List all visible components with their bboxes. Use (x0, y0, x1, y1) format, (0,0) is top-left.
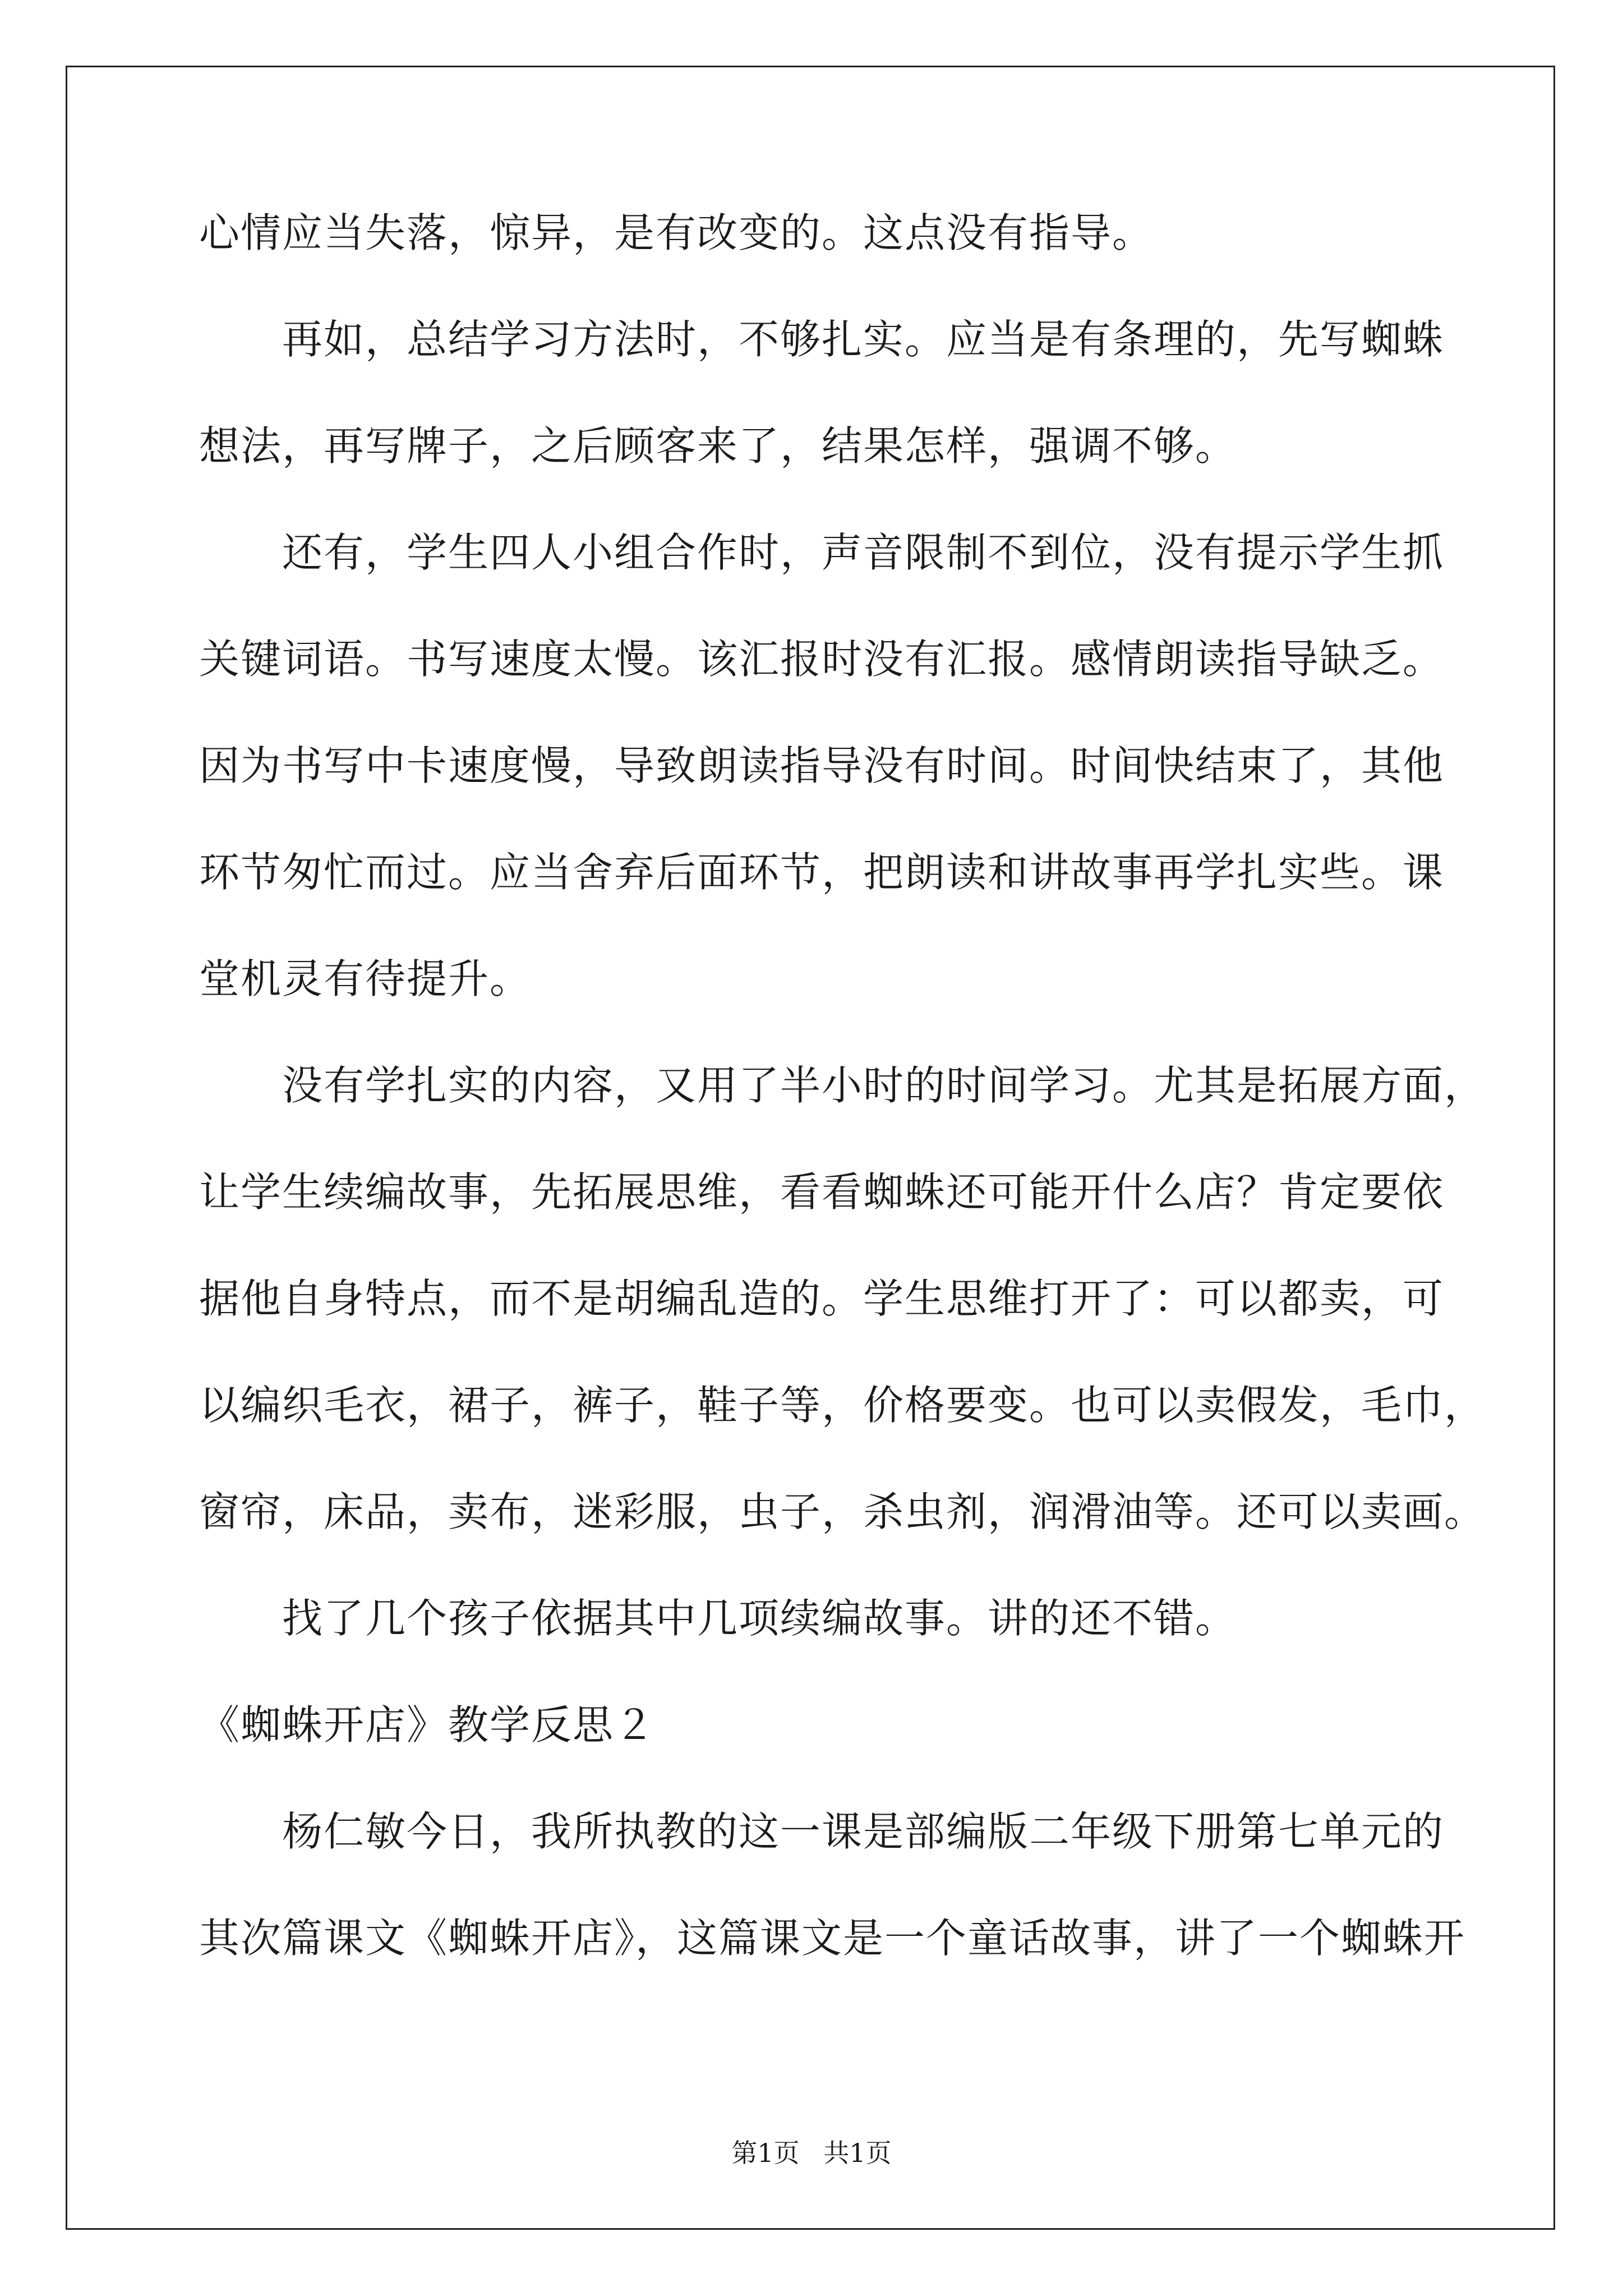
text-line: 心情应当失落，惊异，是有改变的。这点没有指导。 (199, 209, 1154, 256)
text-line: 想法，再写牌子，之后顾客来了，结果怎样，强调不够。 (199, 422, 1237, 470)
text-line: 让学生续编故事，先拓展思维，看看蜘蛛还可能开什么店？肯定要依 (199, 1168, 1445, 1216)
paragraph-line: 杨仁敏今日，我所执教的这一课是部编版二年级下册第七单元的 (282, 1808, 1445, 1855)
text-line: 窗帘，床品，卖布，迷彩服，虫子，杀虫剂，润滑油等。还可以卖画。 (199, 1488, 1486, 1535)
paragraph-line: 没有学扎实的内容，又用了半小时的时间学习。尤其是拓展方面， (282, 1062, 1486, 1109)
text-line: 关键词语。书写速度太慢。该汇报时没有汇报。感情朗读指导缺乏。 (199, 636, 1445, 683)
text-line: 据他自身特点，而不是胡编乱造的。学生思维打开了：可以都卖，可 (199, 1275, 1445, 1322)
paragraph-line: 再如，总结学习方法时，不够扎实。应当是有条理的，先写蜘蛛 (282, 316, 1445, 363)
text-line: 其次篇课文《蜘蛛开店》，这篇课文是一个童话故事，讲了一个蜘蛛开 (199, 1915, 1466, 1962)
page-border (66, 66, 1555, 2230)
text-line: 堂机灵有待提升。 (199, 955, 532, 1002)
page-total: 共1页 (823, 2138, 892, 2168)
text-line: 环节匆忙而过。应当舍弃后面环节，把朗读和讲故事再学扎实些。课 (199, 849, 1445, 896)
text-line: 因为书写中卡速度慢，导致朗读指导没有时间。时间快结束了，其他 (199, 742, 1445, 789)
paragraph-line: 还有，学生四人小组合作时，声音限制不到位，没有提示学生抓 (282, 529, 1445, 576)
section-title: 《蜘蛛开店》教学反思２ (199, 1701, 656, 1749)
text-line: 以编织毛衣，裙子，裤子，鞋子等，价格要变。也可以卖假发，毛巾， (199, 1382, 1486, 1429)
paragraph-line: 找了几个孩子依据其中几项续编故事。讲的还不错。 (282, 1595, 1237, 1642)
page-footer (0, 2136, 1623, 2170)
page-number: 第1页 (731, 2138, 800, 2168)
